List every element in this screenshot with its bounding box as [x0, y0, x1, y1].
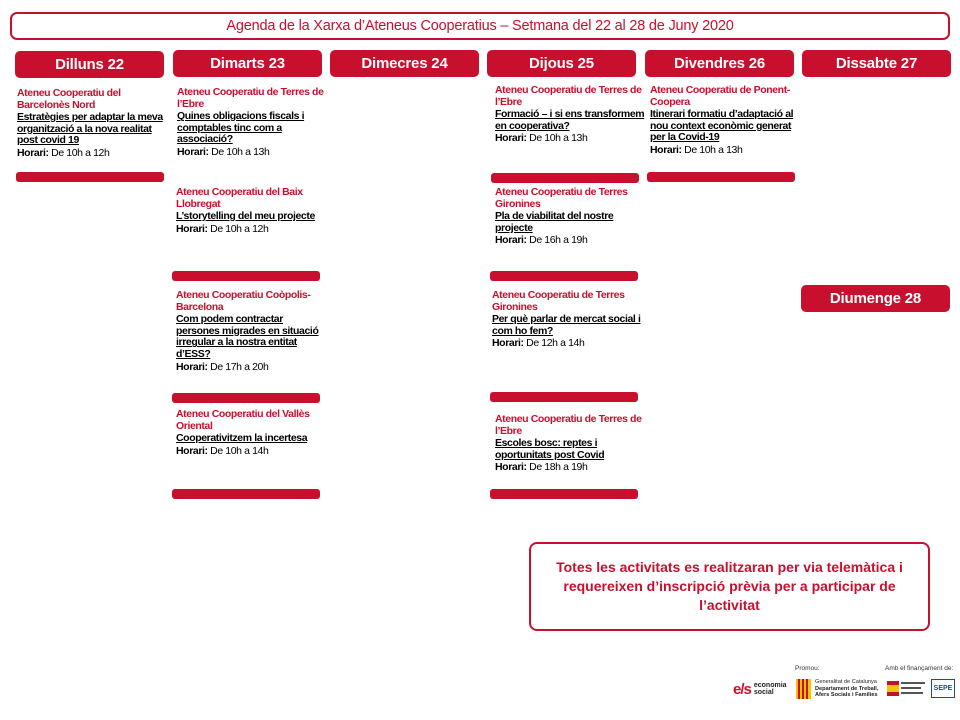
event-card	[495, 187, 647, 247]
event-card	[176, 409, 328, 457]
event-organizer: Ateneu Cooperatiu del Vallès Oriental	[176, 408, 310, 432]
day-header-monday: Dilluns 22	[15, 51, 164, 78]
event-time-value: De 12h a 14h	[523, 337, 585, 350]
divider-bar	[16, 172, 164, 182]
event-time-label: Horari:	[495, 132, 527, 145]
event-organizer: Ateneu Cooperatiu del Baix Llobregat	[176, 186, 303, 210]
event-time	[492, 338, 644, 350]
event-time	[177, 147, 329, 159]
event-time-value: De 10h a 14h	[207, 444, 269, 457]
event-organizer: Ateneu Cooperatiu de Ponent-Coopera	[650, 84, 790, 108]
day-header-wednesday: Dimecres 24	[330, 50, 479, 77]
event-time-label: Horari:	[177, 145, 209, 158]
day-header-thursday: Dijous 25	[487, 50, 636, 77]
day-header-tuesday: Dimarts 23	[173, 50, 322, 77]
event-time	[176, 362, 328, 374]
event-time-label: Horari:	[495, 461, 527, 474]
funding-label: Amb el finançament de:	[885, 665, 954, 672]
event-organizer: Ateneu Cooperatiu del Barcelonès Nord	[17, 87, 121, 111]
event-organizer: Ateneu Cooperatiu de Terres de l’Ebre	[495, 84, 642, 108]
event-time	[17, 148, 169, 160]
event-card	[176, 187, 328, 235]
gencat-line: Generalitat de Catalunya	[815, 679, 877, 686]
event-time-value: De 10h a 13h	[681, 143, 743, 156]
event-card	[17, 88, 169, 160]
day-header-sunday: Diumenge 28	[801, 285, 950, 312]
day-header-friday: Divendres 26	[645, 50, 794, 77]
event-time-label: Horari:	[176, 222, 208, 235]
event-organizer: Ateneu Cooperatiu de Terres Gironines	[492, 289, 625, 313]
event-card	[176, 290, 328, 373]
divider-bar	[490, 392, 638, 402]
event-time-label: Horari:	[495, 234, 527, 247]
generalitat-logo-text	[815, 679, 878, 699]
event-card	[650, 85, 802, 157]
day-header-saturday: Dissabte 27	[802, 50, 951, 77]
divider-bar	[490, 271, 638, 281]
event-organizer: Ateneu Cooperatiu de Terres de l’Ebre	[495, 413, 642, 437]
event-time-label: Horari:	[176, 360, 208, 373]
event-time-value: De 10h a 13h	[526, 132, 588, 145]
divider-bar	[647, 172, 795, 182]
event-topic-link[interactable]: Quines obligacions fiscals i comptables tinc com a associació?	[177, 110, 305, 146]
event-organizer: Ateneu Cooperatiu Coòpolis-Barcelona	[176, 289, 311, 313]
divider-bar	[491, 173, 639, 183]
event-time	[176, 446, 328, 458]
page-title: Agenda de la Xarxa d’Ateneus Cooperatius – Setmana del 22 al 28 de Juny 2020	[10, 12, 950, 40]
event-time-value: De 17h a 20h	[207, 360, 269, 373]
promou-label: Promou:	[795, 665, 820, 672]
event-time	[495, 235, 647, 247]
event-organizer: Ateneu Cooperatiu de Terres de l’Ebre	[177, 86, 324, 110]
gencat-line: Departament de Treball,	[815, 685, 879, 692]
event-topic-link[interactable]: Com podem contractar persones migrades en situació irregular a la nostra entitat d’ESS?	[176, 313, 319, 360]
event-topic-link[interactable]: L’storytelling del meu projecte	[176, 210, 315, 223]
divider-bar	[172, 271, 320, 281]
event-topic-link[interactable]: Estratègies per adaptar la meva organització a la nova realitat post covid 19	[17, 111, 163, 147]
event-time-label: Horari:	[492, 337, 524, 350]
senyera-icon	[796, 679, 811, 699]
event-topic-link[interactable]: Itinerari formatiu d’adaptació al nou context econòmic generat per la Covid-19	[650, 108, 794, 144]
event-time	[650, 145, 802, 157]
spain-government-logo-icon	[887, 679, 927, 698]
event-time-value: De 10h a 12h	[48, 146, 110, 159]
notice-box: Totes les activitats es realitzaran per via telemàtica i requereixen d’inscripció prèvia per a participar de l’activitat	[529, 542, 930, 631]
event-time	[176, 224, 328, 236]
event-time-value: De 10h a 13h	[208, 145, 270, 158]
es-logo-text	[754, 682, 787, 697]
event-time-value: De 10h a 12h	[207, 222, 269, 235]
event-card	[492, 290, 644, 350]
es-logo-line: economia	[753, 681, 787, 689]
event-topic-link[interactable]: Cooperativitzem la incertesa	[176, 432, 308, 445]
event-topic-link[interactable]: Per què parlar de mercat social i com ho fem?	[492, 313, 641, 337]
event-card	[177, 87, 329, 159]
event-topic-link[interactable]: Escoles bosc: reptes i oportunitats post Covid	[495, 437, 605, 461]
economia-social-logo	[733, 678, 793, 700]
divider-bar	[172, 393, 320, 403]
event-topic-link[interactable]: Pla de viabilitat del nostre projecte	[495, 210, 614, 234]
event-time-value: De 16h a 19h	[526, 234, 588, 247]
event-card	[495, 414, 647, 474]
event-time	[495, 462, 647, 474]
event-time-label: Horari:	[17, 146, 49, 159]
gencat-line: Afers Socials i Famílies	[815, 692, 878, 699]
event-time-label: Horari:	[176, 444, 208, 457]
sepe-logo: SEPE	[931, 679, 955, 698]
event-card	[495, 85, 647, 145]
divider-bar	[172, 489, 320, 499]
event-organizer: Ateneu Cooperatiu de Terres Gironines	[495, 186, 628, 210]
event-time-label: Horari:	[650, 143, 682, 156]
generalitat-logo	[796, 677, 882, 701]
event-time-value: De 18h a 19h	[526, 461, 588, 474]
es-logo-line: social	[753, 689, 774, 696]
es-mark-icon: e/s	[733, 680, 751, 698]
event-time	[495, 133, 647, 145]
event-topic-link[interactable]: Formació – i si ens transformem en cooperativa?	[495, 108, 645, 132]
divider-bar	[490, 489, 638, 499]
